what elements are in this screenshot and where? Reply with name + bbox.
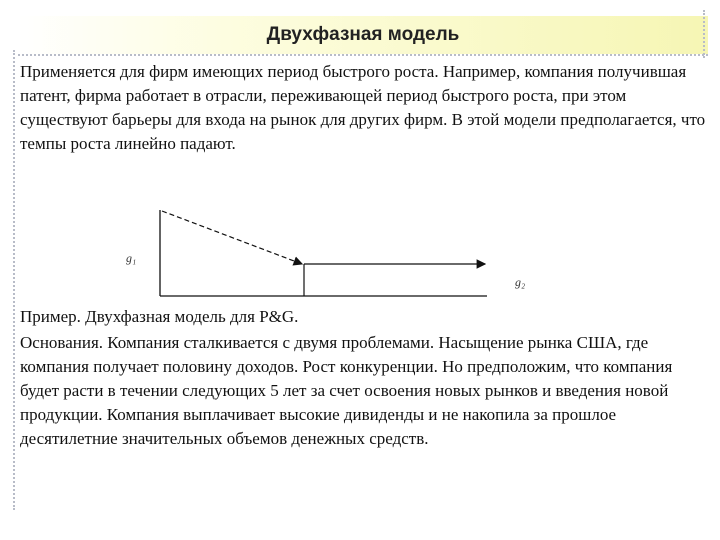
example-body: Основания. Компания сталкивается с двумя проблемами. Насыщение рынка США, где компания получает половину доходов. Рост конкуренции. Но предположим, что компания будет расти в течении следующих 5 лет за счет освоения новых рынков и введения новой продукции. Компания выплачивает высокие дивиденды и не накопила за прошлое десятилетние значительных объемов денежных средств. [20,333,673,448]
label-g1: g₁ [126,251,137,265]
intro-paragraph: Применяется для фирм имеющих период быстрого роста. Например, компания получившая патент, фирма работает в отрасли, переживающей период быстрого роста, при этом существуют барьеры для входа на рынок для других фирм. В этой модели предполагается, что темпы роста линейно падают. [20,62,706,153]
example-heading: Пример. Двухфазная модель для P&G. [20,307,299,326]
slide-title: Двухфазная модель [266,24,460,45]
declining-growth-arrow [162,211,302,264]
label-g2: g₂ [515,275,526,289]
